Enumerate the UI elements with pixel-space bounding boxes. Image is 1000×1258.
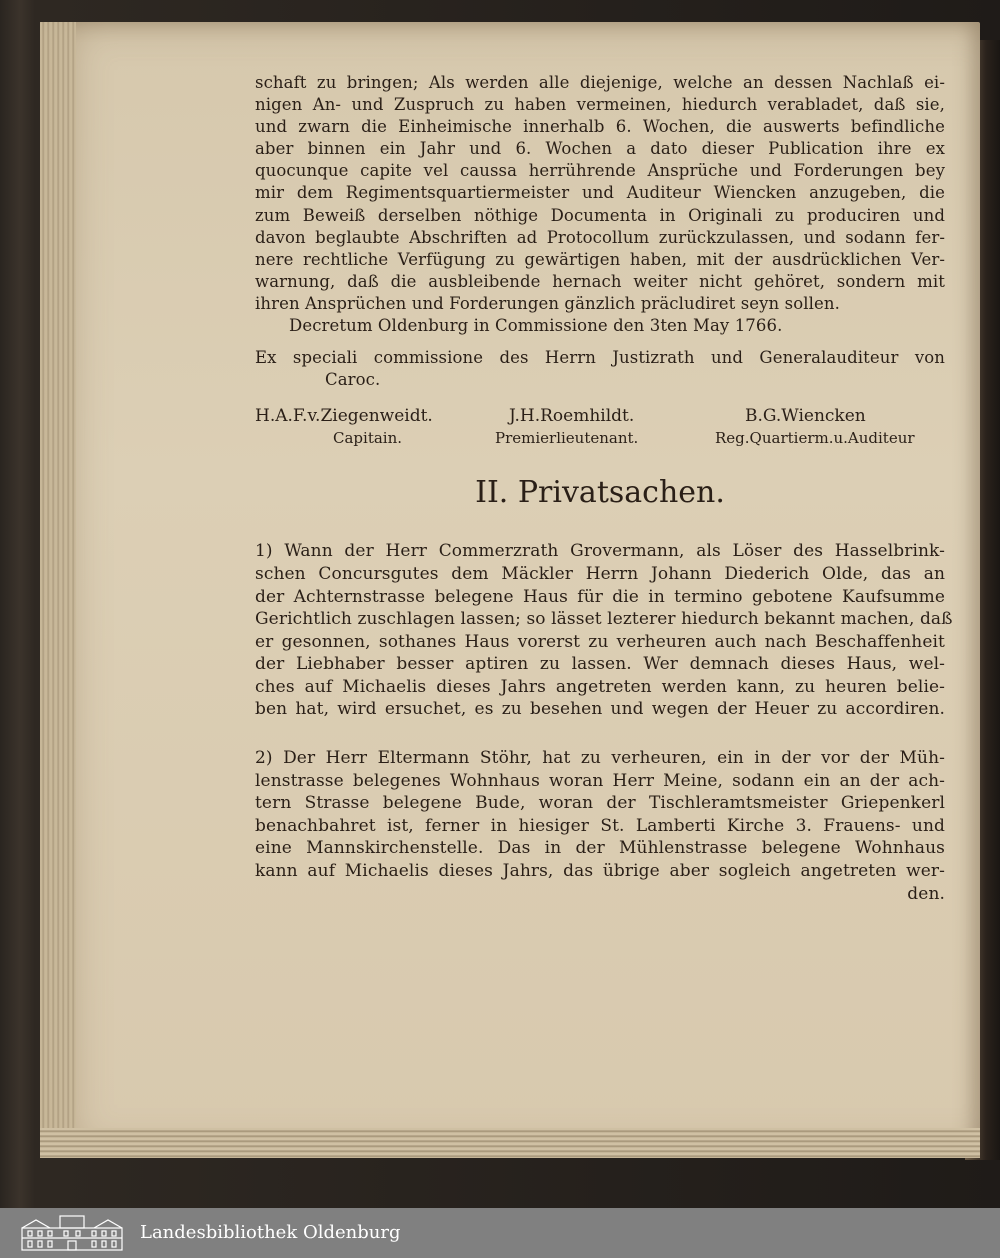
text-line: Gerichtlich zuschlagen lassen; so lässet lezterer hiedurch bekannt machen, daß xyxy=(255,609,953,630)
text-line: der Achternstrasse belegene Haus für die in termino gebotene Kaufsumme xyxy=(255,586,945,607)
decree-block xyxy=(255,72,945,391)
signature xyxy=(255,405,485,449)
text-line: ches auf Michaelis dieses Jahrs angetreten werden kann, zu heuren belie- xyxy=(255,676,945,697)
text-line: nigen An- und Zuspruch zu haben vermeinen, hiedurch verabladet, daß sie, xyxy=(255,95,945,115)
text-line: warnung, daß die ausbleibende hernach weiter nicht gehöret, sondern mit xyxy=(255,271,945,291)
text-line: tern Strasse belegene Bude, woran der Tischleramtsmeister Griepenkerl xyxy=(255,793,945,814)
text-line: er gesonnen, sothanes Haus vorerst zu verheuren auch nach Beschaffenheit xyxy=(255,631,945,652)
commission-line: Ex speciali commissione des Herrn Justizrath und Generalauditeur von xyxy=(255,348,945,368)
text-line: lenstrasse belegenes Wohnhaus woran Herr Meine, sodann ein an der ach- xyxy=(255,770,945,791)
signature-title: Premierlieutenant. xyxy=(495,429,639,448)
library-building-logo-icon xyxy=(20,1214,124,1252)
text-line: aber binnen ein Jahr und 6. Wochen a dato dieser Publication ihre ex xyxy=(255,139,945,159)
signatures xyxy=(255,405,945,449)
signature-title: Reg.Quartierm.u.Auditeur xyxy=(715,429,915,448)
signature-name: J.H.Roemhildt. xyxy=(509,406,635,427)
text-line: eine Mannskirchenstelle. Das in der Mühlenstrasse belegene Wohnhaus xyxy=(255,838,945,859)
signature-name: B.G.Wiencken xyxy=(745,406,866,427)
catchword: den. xyxy=(907,883,945,904)
text-line: davon beglaubte Abschriften ad Protocollum zurückzulassen, und sodann fer- xyxy=(255,227,945,247)
page-stack-left-edge xyxy=(40,22,76,1152)
signature-name: H.A.F.v.Ziegenweidt. xyxy=(255,406,433,427)
text-line: ben hat, wird ersuchet, es zu besehen und wegen der Heuer zu accordiren. xyxy=(255,699,945,720)
text-line: kann auf Michaelis dieses Jahrs, das übrige aber sogleich angetreten wer- xyxy=(255,861,945,882)
text-line: ihren Ansprüchen und Forderungen gänzlich präcludiret seyn sollen. xyxy=(255,293,840,313)
library-name: Landesbibliothek Oldenburg xyxy=(140,1222,401,1243)
text-line: schen Concursgutes dem Mäckler Herrn Johann Diederich Olde, das an xyxy=(255,563,945,584)
section-heading: II. Privatsachen. xyxy=(475,475,725,511)
signature xyxy=(715,405,945,449)
decree-date-line: Decretum Oldenburg in Commissione den 3ten May 1766. xyxy=(289,316,783,336)
text-line: zum Beweiß derselben nöthige Documenta in Originali zu produciren und xyxy=(255,205,945,225)
text-line: mir dem Regimentsquartiermeister und Auditeur Wiencken anzugeben, die xyxy=(255,183,945,203)
text-line: quocunque capite vel caussa herrührende Ansprüche und Forderungen bey xyxy=(255,161,945,181)
page-stack-bottom-edge xyxy=(40,1128,980,1158)
page-text xyxy=(255,72,953,905)
notice-item-1 xyxy=(255,540,953,721)
notice-item-2 xyxy=(255,747,945,905)
text-line: 1) Wann der Herr Commerzrath Grovermann, als Löser des Hasselbrink- xyxy=(255,541,945,562)
commission-line-cont: Caroc. xyxy=(325,370,381,390)
signature xyxy=(485,405,715,449)
text-line: nere rechtliche Verfügung zu gewärtigen haben, mit der ausdrücklichen Ver- xyxy=(255,249,945,269)
text-line: schaft zu bringen; Als werden alle diejenige, welche an dessen Nachlaß ei- xyxy=(255,73,945,92)
text-line: 2) Der Herr Eltermann Stöhr, hat zu verheuren, ein in der vor der Müh- xyxy=(255,748,945,769)
text-line: benachbahret ist, ferner in hiesiger St. Lamberti Kirche 3. Frauens- und xyxy=(255,815,945,836)
signature-title: Capitain. xyxy=(333,429,403,448)
text-line: der Liebhaber besser aptiren zu lassen. Wer demnach dieses Haus, wel- xyxy=(255,654,945,675)
text-line: und zwarn die Einheimische innerhalb 6. Wochen, die auswerts befindliche xyxy=(255,117,945,137)
library-footer-bar xyxy=(0,1208,1000,1258)
